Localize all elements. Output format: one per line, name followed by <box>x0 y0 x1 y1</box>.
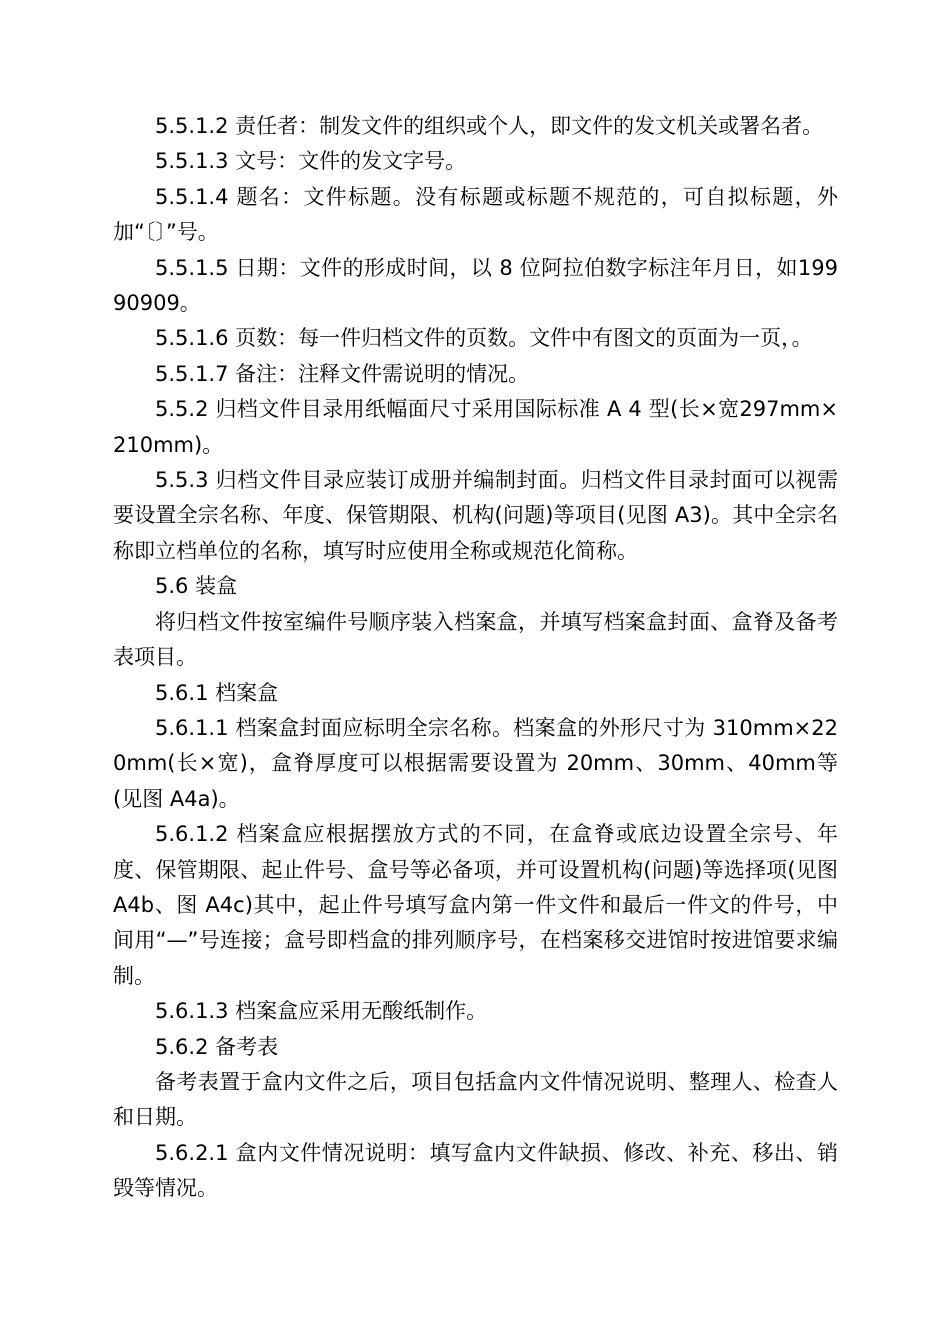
paragraph-5-6-intro: 将归档文件按室编件号顺序装入档案盒，并填写档案盒封面、盒脊及备考表项目。 <box>113 609 838 670</box>
paragraph-5-5-1-3: 5.5.1.3 文号：文件的发文字号。 <box>155 149 467 174</box>
paragraph-5-6-2-intro: 备考表置于盒内文件之后，项目包括盒内文件情况说明、整理人、检查人和日期。 <box>113 1069 838 1130</box>
paragraph-5-6-2-1: 5.6.2.1 盒内文件情况说明：填写盒内文件缺损、修改、补充、移出、销毁等情况。 <box>113 1140 838 1201</box>
paragraph-5-6-1-2: 5.6.1.2 档案盒应根据摆放方式的不同，在盒脊或底边设置全宗号、年度、保管期限、起止件号、盒号等必备项，并可设置机构(问题)等选择项(见图 A4b、图 A4c)其中，起止件号填写盒内第一件文件和最后一件文的件号，中间用“—”号连接；盒号即档盒的排列顺序号，在档案移交进馆时按进馆要求编制。 <box>113 822 838 988</box>
section-heading-5-6-2: 5.6.2 备考表 <box>155 1034 279 1059</box>
paragraph-5-5-2: 5.5.2 归档文件目录用纸幅面尺寸采用国际标准 A 4 型(长×宽297mm×210mm)。 <box>113 397 838 457</box>
document-body <box>113 109 838 1207</box>
paragraph-5-5-3: 5.5.3 归档文件目录应装订成册并编制封面。归档文件目录封面可以视需要设置全宗名称、年度、保管期限、机构(问题)等项目(见图 A3)。其中全宗名称即立档单位的名称，填写时应使用全称或规范化简称。 <box>113 468 838 563</box>
paragraph-5-5-1-5: 5.5.1.5 日期：文件的形成时间，以 8 位阿拉伯数字标注年月日，如19990909。 <box>113 255 838 316</box>
paragraph-5-6-1-1: 5.6.1.1 档案盒封面应标明全宗名称。档案盒的外形尺寸为 310mm×220mm(长×宽)，盒脊厚度可以根据需要设置为 20mm、30mm、40mm等(见图 A4a)。 <box>113 715 838 811</box>
section-heading-5-6-1: 5.6.1 档案盒 <box>155 680 279 705</box>
paragraph-5-5-1-6: 5.5.1.6 页数：每一件归档文件的页数。文件中有图文的页面为一页，。 <box>155 326 813 351</box>
paragraph-5-5-1-2: 5.5.1.2 责任者：制发文件的组织或个人，即文件的发文机关或署名者。 <box>155 114 824 138</box>
paragraph-5-5-1-7: 5.5.1.7 备注：注释文件需说明的情况。 <box>155 361 530 386</box>
section-heading-5-6: 5.6 装盒 <box>155 574 238 599</box>
paragraph-5-5-1-4: 5.5.1.4 题名：文件标题。没有标题或标题不规范的，可自拟标题，外加“〔〕”号。 <box>113 184 838 245</box>
paragraph-5-6-1-3: 5.6.1.3 档案盒应采用无酸纸制作。 <box>155 999 488 1024</box>
